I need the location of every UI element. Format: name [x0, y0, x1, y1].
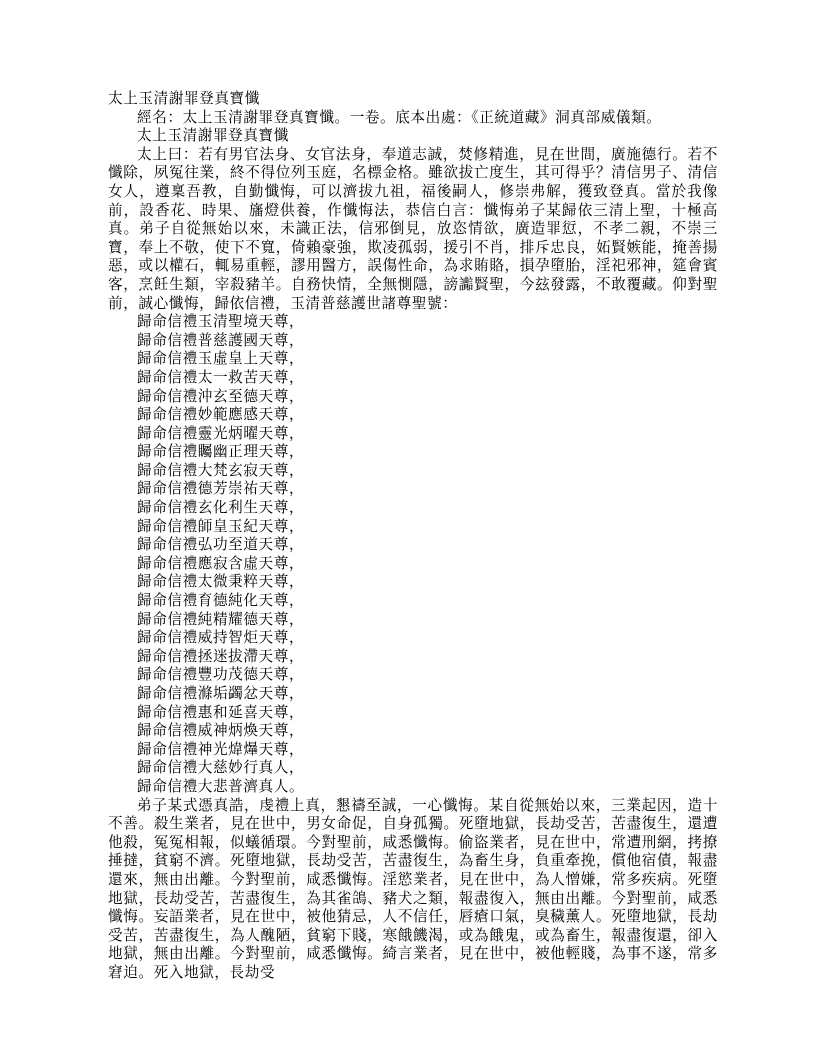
litany-item: 歸命信禮威神炳煥天尊，	[137, 722, 305, 740]
scripture-metadata: 經名：太上玉清謝罪登真寶懺。一卷。底本出處：《正統道藏》洞真部威儀類。	[137, 108, 662, 126]
litany-item: 歸命信禮育德純化天尊，	[137, 592, 305, 610]
litany-item: 歸命信禮威持智炬天尊，	[137, 629, 305, 647]
litany-item: 歸命信禮弘功至道天尊，	[137, 536, 305, 554]
litany-item: 歸命信禮神光煒爗天尊，	[137, 740, 305, 758]
litany-item: 歸命信禮玉虛皇上天尊，	[137, 350, 305, 368]
litany-item: 歸命信禮妙範應感天尊，	[137, 406, 305, 424]
litany-item: 歸命信禮大梵玄寂天尊，	[137, 461, 305, 479]
litany-item: 歸命信禮惠和延喜天尊，	[137, 703, 305, 721]
litany-item: 歸命信禮沖玄至德天尊，	[137, 387, 305, 405]
litany-item: 歸命信禮滌垢蠲忿天尊，	[137, 685, 305, 702]
document-title: 太上玉清謝罪登真寶懺	[108, 90, 260, 107]
document-page	[108, 90, 718, 983]
confession-paragraph: 弟子某式憑真誥，虔禮上真，懇禱至誠，一心懺悔。某自從無始以來，三業起因，造十不善。殺生業者，見在世中，男女命促，自身孤獨。死墮地獄，長劫受苦，苦盡復生，還遭他殺，冤冤相報，似蟻循環。今對聖前，咸悉懺悔。偷盜業者，見在世中，常遭刑網，拷撩捶撻，貧窮不濟。死墮地獄，長劫受苦，苦盡復生，為畜生身，負重牽挽，償他宿債，報盡還來，無由出離。今對聖前，咸悉懺悔。淫慾業者，見在世中，為人憎嫌，常多疾病。死墮地獄，長劫受苦，苦盡復生，為其雀鴿、豬犬之類，報盡復入，無由出離。今對聖前，咸悉懺悔。妄語業者，見在世中，被他猜忌，人不信任，唇瘡口氣，臭穢薰人。死墮地獄，長劫受苦，苦盡復生，為人醜陋，貧窮下賤，寒餓饑渴，或為餓鬼，或為畜生，報盡復還，卻入地獄，無由出離。今對聖前，咸悉懺悔。綺言業者，見在世中，被他輕賤，為事不遂，常多窘迫。死入地獄，長劫受	[108, 796, 718, 981]
litany-item: 歸命信禮大慈妙行真人，	[137, 759, 305, 777]
litany-item: 歸命信禮太微秉粹天尊，	[137, 573, 305, 591]
litany-item: 歸命信禮純精耀德天尊，	[137, 610, 305, 628]
litany-item: 歸命信禮普慈護國天尊，	[137, 331, 305, 349]
litany-item: 歸命信禮豐功茂德天尊，	[137, 666, 305, 684]
litany-item: 歸命信禮拯迷拔滯天尊，	[137, 647, 305, 665]
litany-list	[108, 313, 718, 796]
document-subtitle: 太上玉清謝罪登真寶懺	[137, 127, 289, 145]
litany-item: 歸命信禮大悲普濟真人。	[137, 777, 305, 795]
intro-paragraph: 太上曰：若有男官法身、女官法身，奉道志誠，焚修精進，見在世間，廣施德行。若不懺除，夙冤往業，終不得位列玉庭，名標金格。雖欲拔亡度生，其可得乎？清信男子、清信女人，遵稟吾教，自勤懺悔，可以濟拔九祖，福後嗣人，修崇弗解，獲致登真。當於我像前，設香花、時果、旛燈供養，作懺悔法，恭信白言：懺悔弟子某歸依三清上聖，十極高真。弟子自從無始以來，未識正法，信邪倒見，放恣情欲，廣造罪愆，不孝二親，不崇三寶，奉上不敬，使下不寬，倚賴豪強，欺凌孤弱，援引不肖，排斥忠良，妬賢嫉能，掩善揚惡，或以權石，輒易重輕，謬用醫方，誤傷性命，為求賄賂，損孕墮胎，淫祀邪神，筵會賓客，烹飪生類，宰殺豬羊。自務快情，全無惻隱，謗讟賢聖，今玆發露，不敢覆藏。仰對聖前，誠心懺悔，歸依信禮，玉清普慈護世諸尊聖號：	[108, 145, 718, 312]
litany-item: 歸命信禮玉清聖境天尊，	[137, 313, 305, 331]
litany-item: 歸命信禮師皇玉紀天尊，	[137, 517, 305, 535]
litany-item: 歸命信禮應寂含虛天尊，	[137, 554, 305, 572]
litany-item: 歸命信禮矚幽正理天尊，	[137, 443, 305, 461]
litany-item: 歸命信禮玄化利生天尊，	[137, 499, 305, 517]
litany-item: 歸命信禮靈光炳曜天尊，	[137, 424, 305, 442]
litany-item: 歸命信禮德芳崇祐天尊，	[137, 480, 305, 498]
litany-item: 歸命信禮太一救苦天尊，	[137, 368, 305, 386]
